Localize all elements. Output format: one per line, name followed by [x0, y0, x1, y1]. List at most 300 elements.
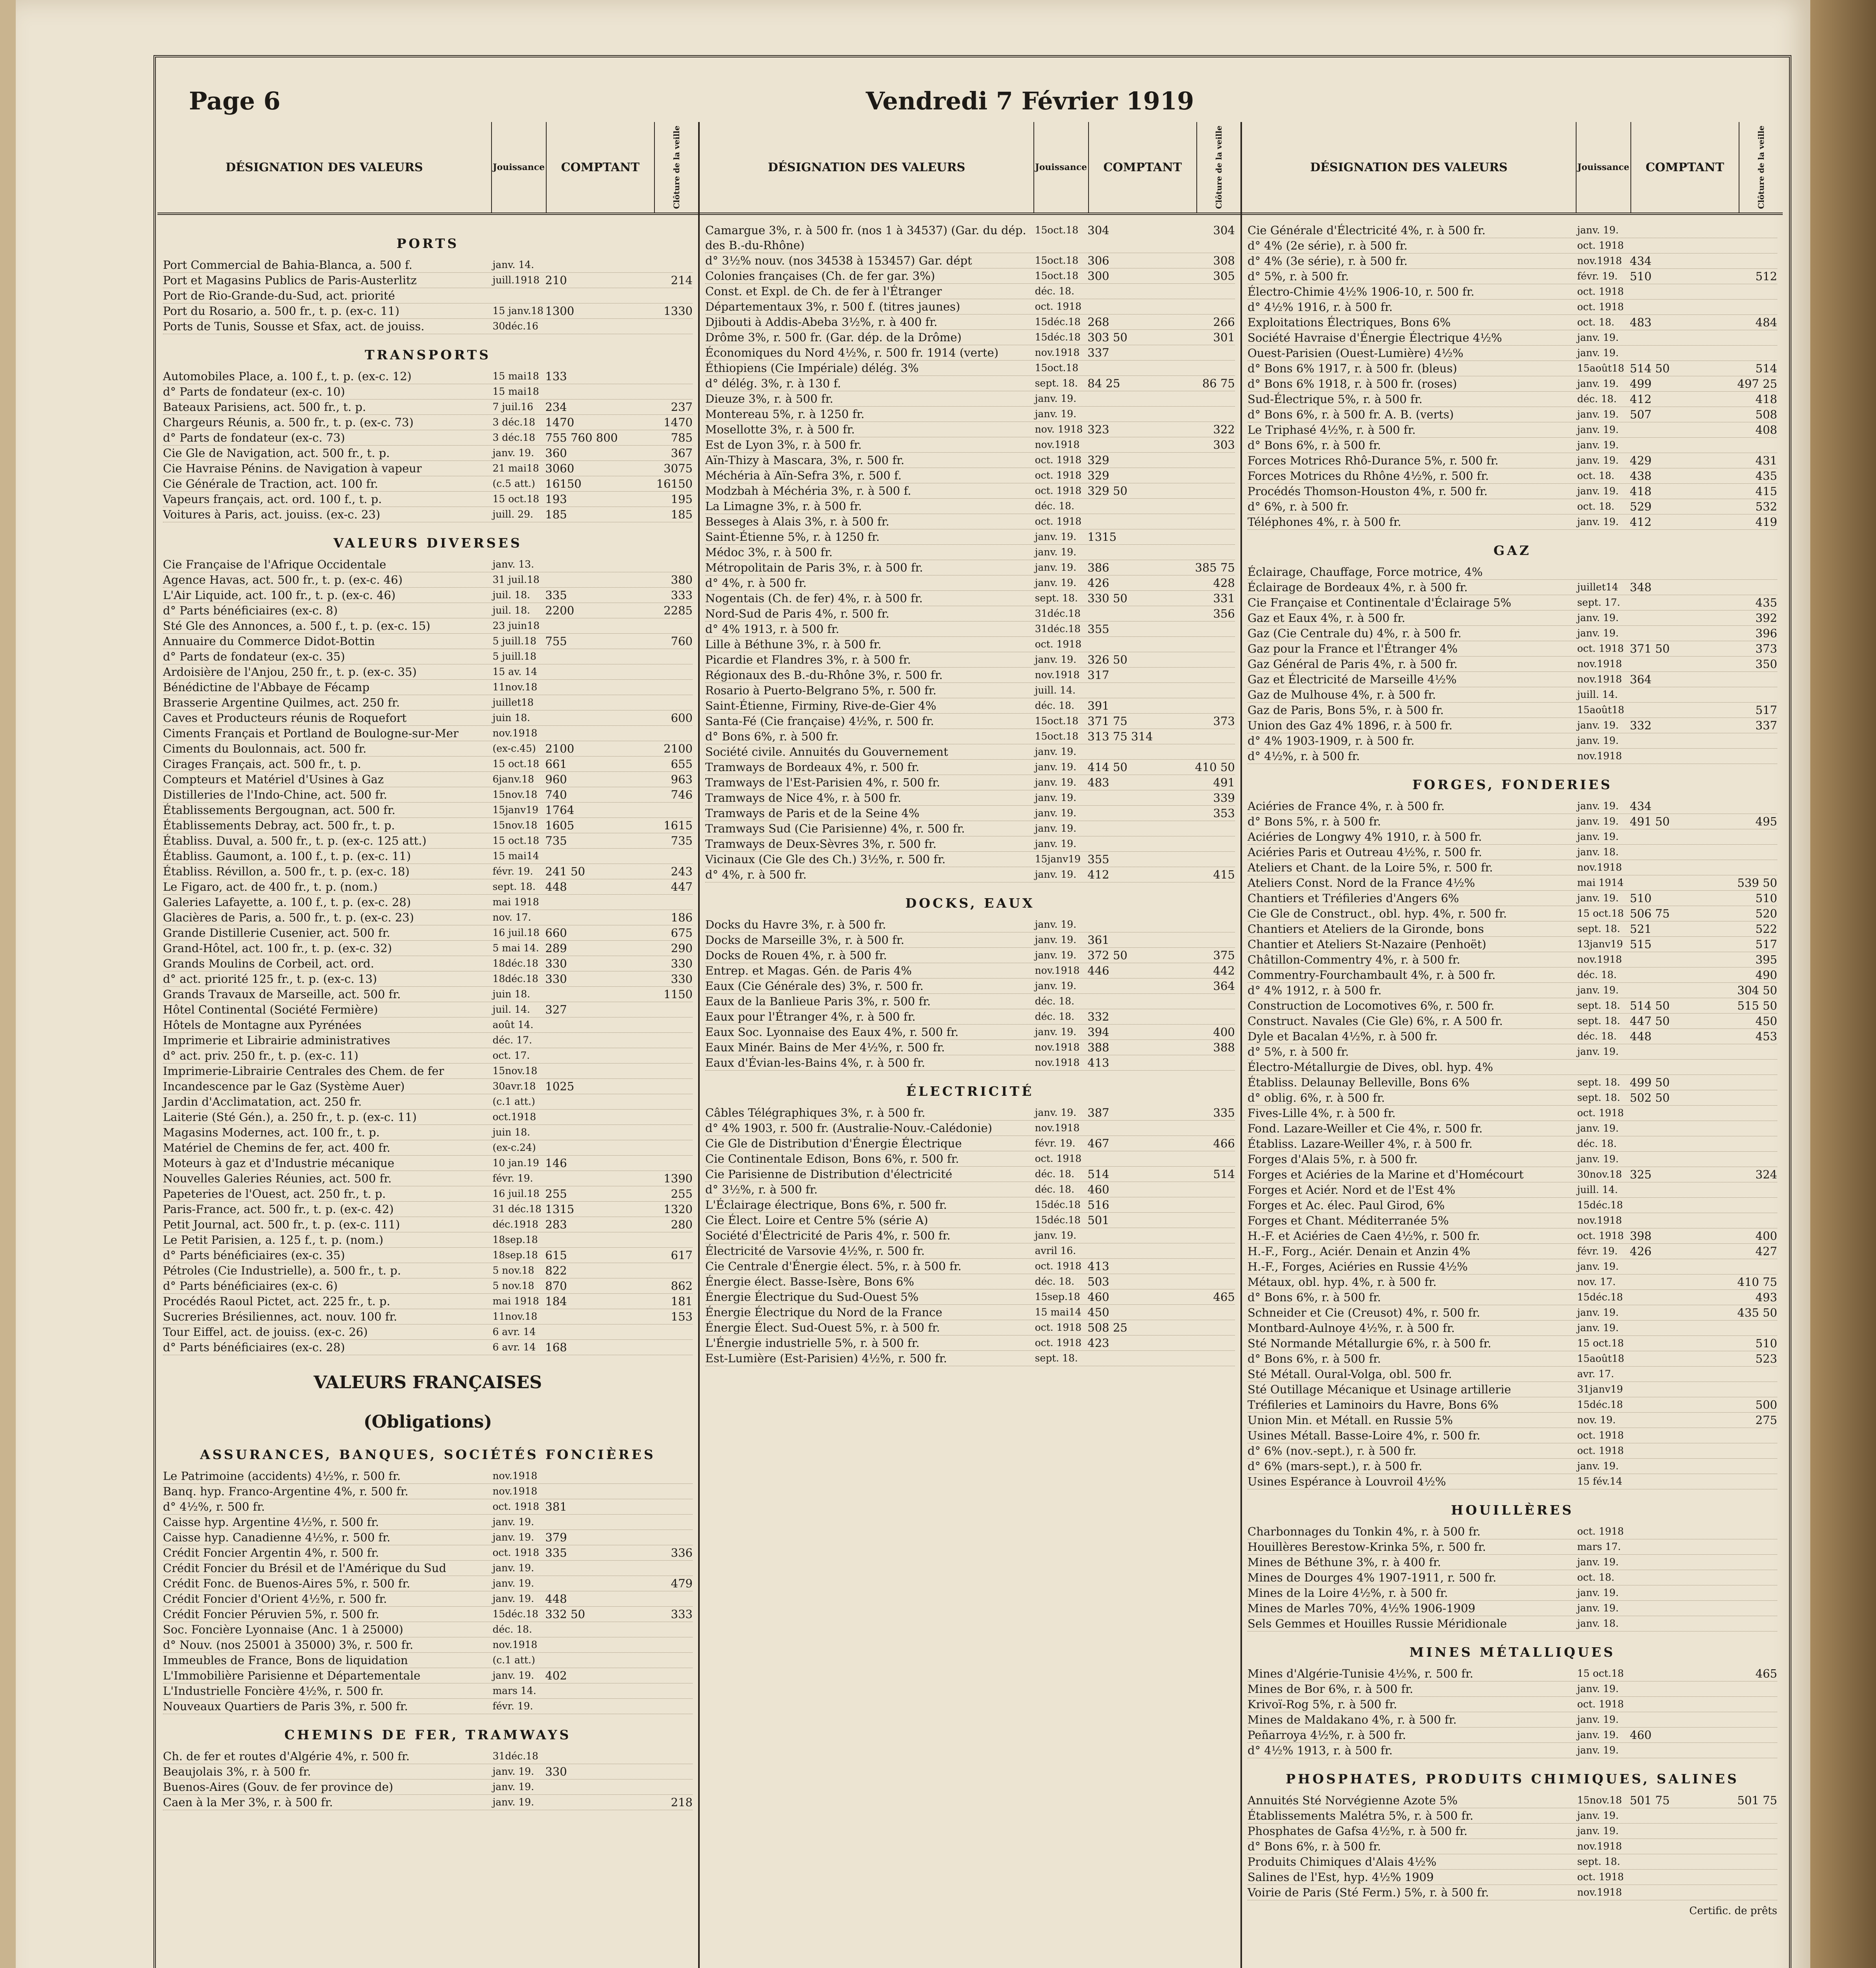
- table-row: [163, 1232, 693, 1248]
- jouissance-date: janv. 19.: [1035, 838, 1077, 849]
- table-row: [163, 1064, 693, 1079]
- jouissance-date: févr. 19.: [492, 1173, 533, 1184]
- jouissance-date: oct. 1918: [1035, 638, 1082, 650]
- table-row: [1248, 1044, 1777, 1060]
- closing-price: [1193, 1182, 1235, 1197]
- jouissance-date: janv. 19.: [1035, 1026, 1077, 1038]
- table-row: [163, 1079, 693, 1094]
- closing-price: 465: [1213, 1290, 1235, 1304]
- closing-price: [651, 1140, 693, 1155]
- jouissance-date: janv. 19.: [1035, 807, 1077, 819]
- section-rows: [1248, 223, 1777, 530]
- jouissance-date: sept. 18.: [1577, 1076, 1620, 1088]
- comptant-price: 448: [545, 880, 567, 893]
- security-name: Exploitations Électriques, Bons 6%: [1248, 316, 1451, 329]
- table-row: [163, 664, 693, 680]
- closing-price: [1193, 917, 1235, 932]
- table-row: [163, 987, 693, 1002]
- comptant-price: 1764: [545, 803, 575, 817]
- closing-price: 419: [1755, 515, 1777, 529]
- comptant-price: 193: [545, 492, 567, 506]
- comptant-price: [1630, 1743, 1735, 1758]
- security-name: Rosario à Puerto-Belgrano 5%, r. 500 fr.: [705, 684, 937, 697]
- closing-price: [651, 1340, 693, 1355]
- closing-price: 435: [1755, 469, 1777, 483]
- security-name: Montbard-Aulnoye 4½%, r. à 500 fr.: [1248, 1321, 1455, 1335]
- comptant-price: [1087, 1151, 1193, 1166]
- table-row: [705, 852, 1235, 867]
- comptant-price: [545, 1779, 651, 1794]
- security-name: Gaz de Paris, Bons 5%, r. à 500 fr.: [1248, 703, 1444, 717]
- comptant-price: 1315: [1087, 530, 1117, 544]
- closing-price: [1735, 438, 1777, 453]
- security-name: Dieuze 3%, r. à 500 fr.: [705, 392, 834, 405]
- table-row: [1248, 952, 1777, 967]
- jouissance-date: nov. 19.: [1577, 1414, 1616, 1426]
- column-body: [700, 215, 1240, 1366]
- table-row: [163, 741, 693, 756]
- security-name: Paris-France, act. 500 fr., t. p. (ex-c. 42): [163, 1202, 394, 1216]
- table-row: [163, 1248, 693, 1263]
- closing-price: [1193, 453, 1235, 468]
- table-row: [163, 1110, 693, 1125]
- closing-price: 427: [1755, 1245, 1777, 1258]
- comptant-price: [545, 1064, 651, 1078]
- security-name: Imprimerie et Librairie administratives: [163, 1034, 390, 1047]
- jouissance-date: oct. 1918: [1577, 1698, 1624, 1710]
- closing-price: [1735, 1474, 1777, 1489]
- comptant-price: [1087, 917, 1193, 932]
- table-row: [705, 314, 1235, 330]
- security-name: L'Air Liquide, act. 100 fr., t. p. (ex-c. 46): [163, 588, 396, 602]
- security-name: Aciéries de France 4%, r. à 500 fr.: [1248, 799, 1445, 813]
- comptant-price: 740: [545, 788, 567, 801]
- comptant-price: [545, 1033, 651, 1048]
- comptant-price: [545, 1622, 651, 1637]
- comptant-price: 460: [1087, 1290, 1109, 1304]
- jouissance-date: févr. 19.: [1577, 270, 1618, 282]
- comptant-price: 499 50: [1630, 1076, 1670, 1089]
- security-name: Commentry-Fourchambault 4%, r. à 500 fr.: [1248, 968, 1496, 982]
- table-row: [705, 1136, 1235, 1151]
- jouissance-date: oct. 1918: [1577, 643, 1624, 654]
- table-row: [1248, 687, 1777, 703]
- table-row: [705, 453, 1235, 468]
- closing-price: [651, 1515, 693, 1530]
- security-name: Cie Française et Continentale d'Éclairage 5%: [1248, 596, 1512, 609]
- security-name: Gaz et Eaux 4%, r. à 500 fr.: [1248, 611, 1405, 625]
- security-name: Saint-Étienne, Firminy, Rive-de-Gier 4%: [705, 699, 937, 712]
- table-row: [163, 1499, 693, 1515]
- closing-price: [651, 1622, 693, 1637]
- security-name: Crédit Foncier Péruvien 5%, r. 500 fr.: [163, 1607, 379, 1621]
- security-name: Économiques du Nord 4½%, r. 500 fr. 1914 (verte): [705, 346, 999, 359]
- table-row: [1248, 1274, 1777, 1290]
- security-name: Forges et Ac. élec. Paul Girod, 6%: [1248, 1199, 1445, 1212]
- section-rows: [163, 557, 693, 1355]
- comptant-price: 398: [1630, 1229, 1652, 1243]
- comptant-price: [1630, 703, 1735, 718]
- closing-price: [1735, 1570, 1777, 1585]
- table-row: [163, 1156, 693, 1171]
- jouissance-date: déc. 18.: [1035, 1276, 1075, 1287]
- comptant-price: 412: [1630, 515, 1652, 529]
- security-name: Bateaux Parisiens, act. 500 fr., t. p.: [163, 400, 366, 414]
- closing-price: [1735, 580, 1777, 595]
- table-row: [705, 422, 1235, 437]
- security-name: Caen à la Mer 3%, r. à 500 fr.: [163, 1796, 333, 1809]
- comptant-price: 371 50: [1630, 642, 1670, 655]
- comptant-price: 330: [545, 972, 567, 986]
- comptant-price: [1087, 836, 1193, 851]
- closing-price: [1193, 744, 1235, 759]
- table-row: [705, 867, 1235, 882]
- comptant-price: [1630, 1870, 1735, 1885]
- jouissance-date: 15déc.18: [1035, 331, 1081, 343]
- comptant-price: [1087, 821, 1193, 836]
- comptant-price: [1087, 1351, 1193, 1366]
- jouissance-date: 15août18: [1577, 363, 1625, 374]
- comptant-price: [545, 257, 651, 272]
- jouissance-date: janv. 19.: [1577, 1810, 1619, 1821]
- comptant-price: [1630, 1697, 1735, 1712]
- comptant-price: [1630, 300, 1735, 314]
- security-name: Charbonnages du Tonkin 4%, r. à 500 fr.: [1248, 1525, 1481, 1538]
- table-row: [163, 273, 693, 288]
- jouissance-date: janv. 19.: [1577, 409, 1619, 420]
- jouissance-date: avril 16.: [1035, 1245, 1076, 1256]
- comptant-price: 388: [1087, 1041, 1109, 1054]
- table-row: [705, 1305, 1235, 1320]
- security-name: Grands Travaux de Marseille, act. 500 fr.: [163, 988, 401, 1001]
- security-name: d° 4% 1912, r. à 500 fr.: [1248, 984, 1382, 997]
- jouissance-date: (ex-c.45): [492, 743, 536, 754]
- comptant-price: [545, 1749, 651, 1764]
- table-row: [705, 1213, 1235, 1228]
- security-name: d° 6% (nov.-sept.), r. à 500 fr.: [1248, 1444, 1416, 1458]
- jouissance-date: 5 mai 14.: [492, 942, 539, 954]
- table-row: [163, 1561, 693, 1576]
- table-row: [1248, 1697, 1777, 1712]
- comptant-price: [545, 1125, 651, 1140]
- closing-price: [651, 1764, 693, 1779]
- jouissance-date: janv. 19.: [1577, 1683, 1619, 1694]
- table-row: [1248, 1539, 1777, 1555]
- comptant-price: [545, 710, 651, 725]
- table-row: [163, 772, 693, 787]
- comptant-price: 412: [1630, 392, 1652, 406]
- jouissance-date: oct. 1918: [1577, 1230, 1624, 1241]
- comptant-price: [545, 1637, 651, 1652]
- security-name: Drôme 3%, r. 500 fr. (Gar. dép. de la Drôme): [705, 331, 962, 344]
- jouissance-date: sept. 18.: [1577, 1000, 1620, 1011]
- security-name: Électro-Chimie 4½% 1906-10, r. 500 fr.: [1248, 285, 1475, 298]
- jouissance-date: 15janv19: [1035, 853, 1081, 865]
- table-row: [705, 1197, 1235, 1213]
- closing-price: 655: [671, 757, 693, 771]
- table-row: [1248, 1666, 1777, 1681]
- security-name: d° Bons 6%, r. à 500 fr.: [1248, 1291, 1381, 1304]
- comptant-price: 332 50: [545, 1607, 585, 1621]
- comptant-price: [1630, 875, 1735, 890]
- security-name: Chantiers et Tréfileries d'Angers 6%: [1248, 892, 1459, 905]
- comptant-price: [1630, 860, 1735, 875]
- section-rows: [1248, 799, 1777, 1489]
- jouissance-date: oct. 1918: [1035, 1322, 1082, 1333]
- security-name: Procédés Thomson-Houston 4%, r. 500 fr.: [1248, 485, 1488, 498]
- jouissance-date: 15 mai14: [492, 850, 539, 862]
- jouissance-date: nov.1918: [1577, 1215, 1622, 1226]
- jouissance-date: oct. 17.: [492, 1050, 530, 1061]
- comptant-price: 268: [1087, 315, 1109, 329]
- table-row: [705, 775, 1235, 790]
- jouissance-date: 15 oct.18: [1577, 1337, 1624, 1349]
- table-row: [705, 560, 1235, 575]
- comptant-price: [1630, 1382, 1735, 1397]
- table-row: [1248, 1555, 1777, 1570]
- comptant-price: [1630, 1060, 1735, 1075]
- table-row: [163, 710, 693, 726]
- jouissance-date: nov.1918: [492, 1470, 538, 1482]
- comptant-price: [1087, 299, 1193, 314]
- closing-price: [1735, 1555, 1777, 1570]
- closing-price: 301: [1213, 331, 1235, 344]
- closing-price: [1193, 1320, 1235, 1335]
- closing-price: [1735, 672, 1777, 687]
- jouissance-date: janv. 19.: [1577, 1322, 1619, 1334]
- comptant-price: 330: [545, 957, 567, 970]
- closing-price: 514: [1755, 362, 1777, 375]
- closing-price: [1193, 468, 1235, 483]
- closing-price: 333: [671, 588, 693, 602]
- closing-price: [1193, 391, 1235, 406]
- jouissance-date: oct. 1918: [1577, 1430, 1624, 1441]
- jouissance-date: janv. 19.: [1577, 1556, 1619, 1568]
- jouissance-date: janv. 19.: [1035, 408, 1077, 420]
- security-name: Camargue 3%, r. à 500 fr. (nos 1 à 34537) (Gar. du dép. des B.-du-Rhône): [705, 224, 1026, 252]
- jouissance-date: 15 oct.18: [1577, 1668, 1624, 1679]
- closing-price: [1193, 932, 1235, 947]
- jouissance-date: janv. 19.: [1035, 869, 1077, 880]
- comptant-price: [545, 1561, 651, 1576]
- closing-price: [1735, 1367, 1777, 1382]
- jouissance-date: nov.1918: [1035, 1041, 1080, 1053]
- security-name: Sté Outillage Mécanique et Usinage artillerie: [1248, 1383, 1511, 1396]
- closing-price: [651, 803, 693, 818]
- comptant-price: 506 75: [1630, 907, 1670, 920]
- closing-price: 392: [1755, 611, 1777, 625]
- security-name: Port et Magasins Publics de Paris-Austerlitz: [163, 274, 417, 287]
- table-row: [1248, 1397, 1777, 1413]
- table-row: [163, 910, 693, 925]
- table-row: [1248, 1182, 1777, 1198]
- comptant-price: 450: [1087, 1306, 1109, 1319]
- table-row: [163, 695, 693, 710]
- security-name: Cie Gle de Construct., obl. hyp. 4%, r. 500 fr.: [1248, 907, 1507, 920]
- comptant-price: [1630, 733, 1735, 748]
- jouissance-date: sept. 18.: [1577, 1015, 1620, 1027]
- closing-price: [651, 1263, 693, 1278]
- comptant-price: [1630, 1136, 1735, 1151]
- jouissance-date: 6janv.18: [492, 773, 534, 785]
- comptant-price: 234: [545, 400, 567, 414]
- jouissance-date: 15 oct.18: [492, 758, 540, 769]
- security-name: Grand-Hôtel, act. 100 fr., t. p. (ex-c. 32): [163, 941, 392, 955]
- comptant-price: [1087, 407, 1193, 422]
- table-row: [705, 1274, 1235, 1289]
- security-name: Crédit Foncier d'Orient 4½%, r. 500 fr.: [163, 1592, 387, 1605]
- closing-price: [651, 1699, 693, 1714]
- comptant-price: 146: [545, 1156, 567, 1170]
- jouissance-date: 31janv19: [1577, 1384, 1623, 1395]
- security-name: Eaux Soc. Lyonnaise des Eaux 4%, r. 500 fr.: [705, 1025, 959, 1039]
- jouissance-date: janv. 19.: [1577, 1602, 1619, 1614]
- closing-price: [1193, 514, 1235, 529]
- security-name: Immeubles de France, Bons de liquidation: [163, 1654, 408, 1667]
- closing-price: 746: [671, 788, 693, 801]
- table-row: [705, 345, 1235, 361]
- table-row: [1248, 1839, 1777, 1854]
- closing-price: [651, 369, 693, 384]
- closing-price: 303: [1213, 438, 1235, 451]
- table-row: [163, 1515, 693, 1530]
- comptant-price: 355: [1087, 622, 1109, 636]
- jouissance-date: oct. 1918: [1577, 1871, 1624, 1883]
- table-row: [705, 963, 1235, 978]
- comptant-price: [545, 1484, 651, 1499]
- closing-price: 435: [1755, 596, 1777, 609]
- table-row: [705, 1335, 1235, 1351]
- closing-price: [651, 257, 693, 272]
- table-row: [1248, 1259, 1777, 1274]
- closing-price: 418: [1755, 392, 1777, 406]
- comptant-price: [1087, 514, 1193, 529]
- security-name: Vapeurs français, act. ord. 100 f., t. p.: [163, 492, 382, 506]
- comptant-price: [1630, 1839, 1735, 1854]
- closing-price: 450: [1755, 1014, 1777, 1028]
- jouissance-date: janv. 19.: [1577, 1046, 1619, 1057]
- jouissance-date: 15déc.18: [1035, 316, 1081, 327]
- security-name: Établiss. Révillon, a. 500 fr., t. p. (ex-c. 18): [163, 865, 410, 878]
- security-name: Union Min. et Métall. en Russie 5%: [1248, 1413, 1453, 1427]
- jouissance-date: janv. 19.: [1035, 393, 1077, 404]
- table-row: [705, 1151, 1235, 1167]
- closing-price: [651, 1561, 693, 1576]
- comptant-price: [1630, 1808, 1735, 1823]
- comptant-price: [1630, 564, 1735, 579]
- jouissance-date: janv. 19.: [1035, 531, 1077, 542]
- closing-price: 266: [1213, 315, 1235, 329]
- closing-price: 447: [671, 880, 693, 893]
- table-row: [163, 461, 693, 476]
- jouissance-date: oct. 1918: [1577, 286, 1624, 297]
- security-name: Aciéries de Longwy 4% 1910, r. à 500 fr.: [1248, 830, 1482, 843]
- table-row: [705, 1351, 1235, 1366]
- comptant-price: [545, 384, 651, 399]
- column-3: [1242, 122, 1783, 1968]
- security-name: Cie Centrale d'Énergie élect. 5%, r. à 500 fr.: [705, 1260, 962, 1273]
- comptant-price: [545, 1171, 651, 1186]
- table-row: [1248, 1585, 1777, 1601]
- closing-price: 435 50: [1737, 1306, 1777, 1319]
- table-row: [1248, 453, 1777, 468]
- security-name: Nouveaux Quartiers de Paris 3%, r. 500 fr.: [163, 1700, 408, 1713]
- comptant-price: [1087, 545, 1193, 560]
- jouissance-date: janv. 19.: [1035, 546, 1077, 558]
- table-row: [705, 760, 1235, 775]
- jouissance-date: 31déc.18: [1035, 608, 1081, 619]
- security-name: Pétroles (Cie Industrielle), a. 500 fr., t. p.: [163, 1264, 401, 1277]
- column-body: [157, 215, 698, 1810]
- jouissance-date: févr. 19.: [1577, 1245, 1618, 1257]
- security-name: Le Figaro, act. de 400 fr., t. p. (nom.): [163, 880, 378, 893]
- table-row: [1248, 799, 1777, 814]
- comptant-price: 337: [1087, 346, 1109, 359]
- table-row: [163, 787, 693, 803]
- security-name: Cie Élect. Loire et Centre 5% (série A): [705, 1213, 928, 1227]
- comptant-price: [1630, 967, 1735, 982]
- security-name: d° 4%, r. à 500 fr.: [705, 868, 807, 881]
- closing-price: 510: [1755, 892, 1777, 905]
- security-name: Glacières de Paris, a. 500 fr., t. p. (ex-c. 23): [163, 911, 414, 924]
- jouissance-date: janv. 19.: [1035, 823, 1077, 834]
- table-row: [1248, 1524, 1777, 1539]
- jouissance-date: juill. 14.: [1577, 689, 1618, 700]
- security-name: L'Immobilière Parisienne et Départementale: [163, 1669, 421, 1682]
- security-name: Électro-Métallurgie de Dives, obl. hyp. 4%: [1248, 1060, 1493, 1074]
- closing-price: 330: [671, 972, 693, 986]
- table-row: [1248, 1459, 1777, 1474]
- comptant-price: 960: [545, 773, 567, 786]
- table-row: [1248, 1570, 1777, 1585]
- comptant-price: [1087, 361, 1193, 375]
- jouissance-date: 15 oct.18: [492, 835, 540, 846]
- closing-price: [651, 664, 693, 679]
- section-heading: PORTS: [396, 236, 459, 251]
- closing-price: 255: [671, 1187, 693, 1200]
- security-name: Forges et Chant. Méditerranée 5%: [1248, 1214, 1449, 1227]
- closing-price: [1193, 1213, 1235, 1228]
- comptant-price: 3060: [545, 462, 575, 475]
- jouissance-date: oct. 1918: [1035, 1337, 1082, 1348]
- comptant-price: [1630, 1367, 1735, 1382]
- comptant-price: 379: [545, 1531, 567, 1544]
- closing-price: [1735, 1428, 1777, 1443]
- closing-price: [1193, 652, 1235, 667]
- jouissance-date: 15nov.18: [492, 819, 538, 831]
- table-row: [1248, 1728, 1777, 1743]
- jouissance-date: déc. 18.: [1035, 500, 1075, 512]
- security-name: d° act. priorité 125 fr., t. p. (ex-c. 13): [163, 972, 377, 986]
- table-row: [163, 925, 693, 941]
- table-row: [163, 492, 693, 507]
- column-body: [1242, 215, 1783, 1918]
- table-row: [1248, 1198, 1777, 1213]
- comptant-price: 361: [1087, 933, 1109, 947]
- closing-price: 512: [1755, 270, 1777, 283]
- table-row: [705, 698, 1235, 714]
- security-name: Société civile. Annuités du Gouvernement: [705, 745, 948, 758]
- closing-price: [651, 1637, 693, 1652]
- jouissance-date: 6 avr. 14: [492, 1341, 536, 1353]
- comptant-price: [1630, 238, 1735, 253]
- comptant-price: 335: [545, 588, 567, 602]
- jouissance-date: oct. 18.: [1577, 316, 1615, 328]
- closing-price: 490: [1755, 968, 1777, 982]
- comptant-price: 615: [545, 1248, 567, 1262]
- table-row: [163, 818, 693, 833]
- security-name: Établissements Bergougnan, act. 500 fr.: [163, 803, 396, 817]
